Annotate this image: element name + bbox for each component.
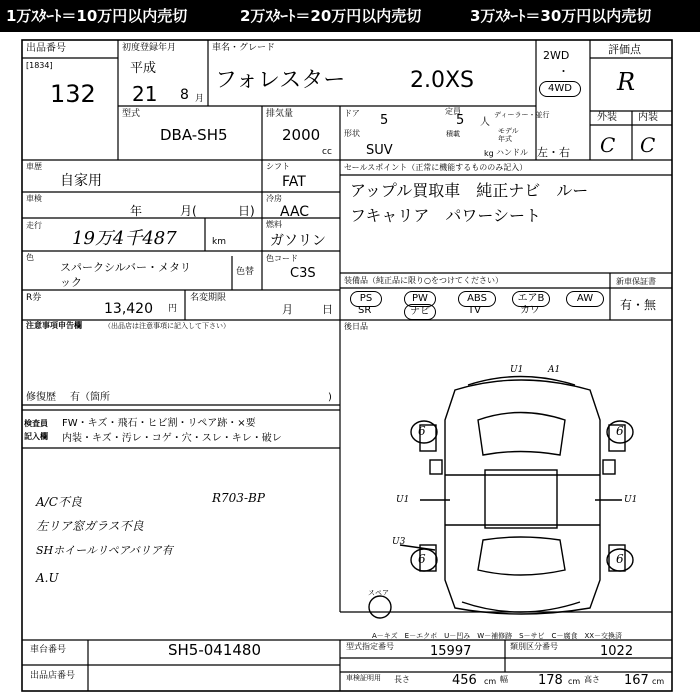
ac-label: 冷房: [266, 194, 282, 203]
length-value: 456: [452, 673, 477, 688]
equip-airbag: エアB: [512, 291, 550, 307]
width-unit: cm: [568, 677, 581, 686]
doors-label: ドア: [344, 109, 360, 118]
new-manual-value: 有・無: [620, 298, 657, 312]
shape-value: SUV: [366, 143, 393, 158]
color-value-1: スパークシルバー・メタリ: [60, 261, 191, 274]
mark-wheel-rl: 6: [418, 552, 426, 566]
registration-year: 21: [132, 82, 158, 106]
capacity-value: 5: [456, 113, 465, 128]
equip-leather: カワ: [520, 305, 540, 316]
color-change-label: 色替: [236, 267, 255, 277]
inspection-day: 日): [238, 204, 255, 218]
notes-label: 注意事項申告欄: [26, 321, 82, 330]
color-label: 色: [26, 253, 34, 262]
repair-close: ): [328, 392, 332, 403]
capacity-unit: 人: [480, 117, 490, 128]
shift-value: FAT: [282, 174, 306, 190]
color-code-value: C3S: [290, 266, 316, 281]
inspection-label: 車検: [26, 194, 42, 203]
shift-label: シフト: [266, 162, 290, 171]
lot-sub: [1834]: [26, 61, 53, 70]
dimensions-label: 車検証明用: [346, 674, 381, 682]
handwriting-line-2: 左リア窓ガラス不良: [36, 519, 144, 533]
length-unit: cm: [484, 677, 497, 686]
type-spec-label: 型式指定番号: [346, 642, 394, 651]
recycle-value: 13,420: [104, 301, 153, 317]
sale-points-label: セールスポイント（正常に機能するもののみ記入）: [344, 163, 528, 172]
equip-aw: AW: [566, 291, 604, 307]
repair-value: 有（箇所: [70, 392, 110, 403]
diagram-legend: A－キズ E－エクボ U－凹み W－補修跡 S－サビ C－腐食 XX－交換済: [372, 632, 623, 640]
repair-label: 修復歴: [26, 392, 56, 403]
check-label-1: 検査員: [24, 419, 48, 428]
chassis-label: 車台番号: [30, 645, 67, 655]
check-line-1: FW・キズ・飛石・ヒビ割・リペア跡・×要: [62, 418, 256, 429]
recycle-unit: 円: [168, 304, 178, 314]
header-rule-2: 2万ｽﾀｰﾄ＝20万円以内売切: [240, 7, 422, 25]
spare-label: スペア: [368, 589, 389, 597]
check-label-2: 記入欄: [24, 432, 48, 441]
mileage-label: 走行: [26, 221, 42, 230]
equipment-label: 装備品（純正品に限り○をつけてください）: [344, 276, 503, 285]
registration-month: 8: [180, 87, 189, 103]
shape-label: 形状: [344, 129, 360, 138]
header-rule-1: 1万ｽﾀｰﾄ＝10万円以内売切: [6, 7, 188, 25]
recycle-label: R券: [26, 293, 42, 303]
kind-label: 車歴: [26, 162, 42, 171]
color-code-label: 色コード: [266, 254, 298, 263]
kind-value: 自家用: [60, 173, 102, 189]
lot-number: 132: [50, 80, 96, 108]
handwriting-line-1: A/C不良: [36, 495, 82, 509]
grade-int-label: 内装: [638, 112, 658, 123]
model-value: DBA-SH5: [160, 126, 228, 144]
dealer-label: ディーラー・並行: [494, 111, 550, 119]
grade-int: C: [640, 133, 656, 157]
registration-label: 初度登録年月: [122, 43, 177, 53]
fuel-value: ガソリン: [270, 233, 326, 249]
lot-label: 出品番号: [26, 43, 66, 54]
name-change-day: 日: [322, 303, 333, 316]
mark-wheel-rr: 6: [616, 552, 624, 566]
mileage-value: 19万4千487: [72, 228, 177, 249]
sale-points-line-2: フキャリア パワーシート: [350, 206, 542, 225]
height-value: 167: [624, 673, 649, 688]
mark-wheel-fl: 6: [418, 424, 426, 438]
load-label: 積載: [446, 130, 460, 138]
check-line-2: 内装・キズ・汚レ・コゲ・穴・スレ・キレ・破レ: [62, 433, 282, 444]
mark-wheel-fr: 6: [616, 424, 624, 438]
mark-right: U1: [624, 495, 638, 505]
mark-rear-left: U3: [392, 537, 406, 547]
new-manual-label: 新車保証書: [616, 277, 656, 286]
height-label: 高さ: [584, 675, 600, 684]
equip-ps: PS: [350, 291, 382, 307]
name-change-label: 名変期限: [190, 293, 227, 303]
type-class-value: 1022: [600, 644, 634, 659]
handwriting-line-4: A.U: [36, 571, 59, 585]
grade-score: R: [617, 68, 636, 96]
handwriting-right-note: R703-BP: [212, 491, 265, 505]
ac-value: AAC: [280, 204, 310, 220]
header-rule-3: 3万ｽﾀｰﾄ＝30万円以内売切: [470, 7, 652, 25]
registration-era: 平成: [130, 61, 157, 76]
notes-sub: （出品店は注意事項に記入して下さい）: [104, 322, 230, 330]
type-class-label: 類別区分番号: [510, 642, 558, 651]
equip-abs: ABS: [458, 291, 496, 307]
model-change-label-1: モデル: [498, 127, 519, 135]
length-label: 長さ: [394, 675, 410, 684]
chassis-value: SH5-041480: [168, 641, 262, 659]
name-change-month: 月: [282, 303, 293, 316]
equip-navi: ナビ: [404, 304, 436, 320]
mark-front: U1: [510, 365, 524, 375]
equip-tv: TV: [468, 305, 481, 316]
grade-ext: C: [600, 133, 616, 157]
width-label: 幅: [500, 675, 508, 684]
sale-points-line-1: アップル買取車 純正ナビ ルー: [350, 181, 589, 200]
car-name: フォレスター: [215, 68, 346, 93]
inspection-year: 年: [130, 204, 143, 218]
car-name-label: 車名・グレード: [212, 43, 276, 53]
model-change-label-2: 年式: [498, 135, 512, 143]
registration-month-unit: 月: [195, 94, 205, 104]
inspection-month: 月(: [180, 204, 197, 218]
mark-left: U1: [396, 495, 410, 505]
equip-pw: PW: [404, 291, 436, 307]
doors-value: 5: [380, 113, 389, 128]
width-value: 178: [538, 673, 563, 688]
displacement-value: 2000: [282, 126, 321, 144]
drive-dot: ・: [558, 65, 569, 78]
capacity-label: 定員: [445, 107, 461, 116]
mileage-unit: km: [212, 237, 226, 247]
handle-label: ハンドル: [496, 148, 528, 157]
mark-front-right: A1: [548, 365, 561, 375]
rear-seat-label: 後日品: [344, 322, 368, 331]
drive-2wd: 2WD: [543, 49, 570, 62]
car-grade: 2.0XS: [410, 68, 475, 93]
equip-sr: SR: [358, 305, 372, 316]
fuel-label: 燃料: [266, 220, 282, 229]
color-value-2: ック: [60, 276, 82, 289]
grade-ext-label: 外装: [597, 112, 617, 123]
load-unit: kg: [484, 149, 494, 158]
height-unit: cm: [652, 677, 665, 686]
type-spec-value: 15997: [430, 644, 472, 659]
drive-4wd-circled: 4WD: [539, 81, 581, 97]
model-label: 型式: [122, 109, 141, 119]
grade-label: 評価点: [608, 43, 641, 56]
owner-label: 出品店番号: [30, 671, 76, 681]
displacement-unit: cc: [322, 147, 332, 157]
displacement-label: 排気量: [266, 109, 294, 119]
handwriting-line-3: SHホイールリペアバリア有: [36, 544, 173, 557]
handle-value: 左・右: [537, 146, 570, 159]
